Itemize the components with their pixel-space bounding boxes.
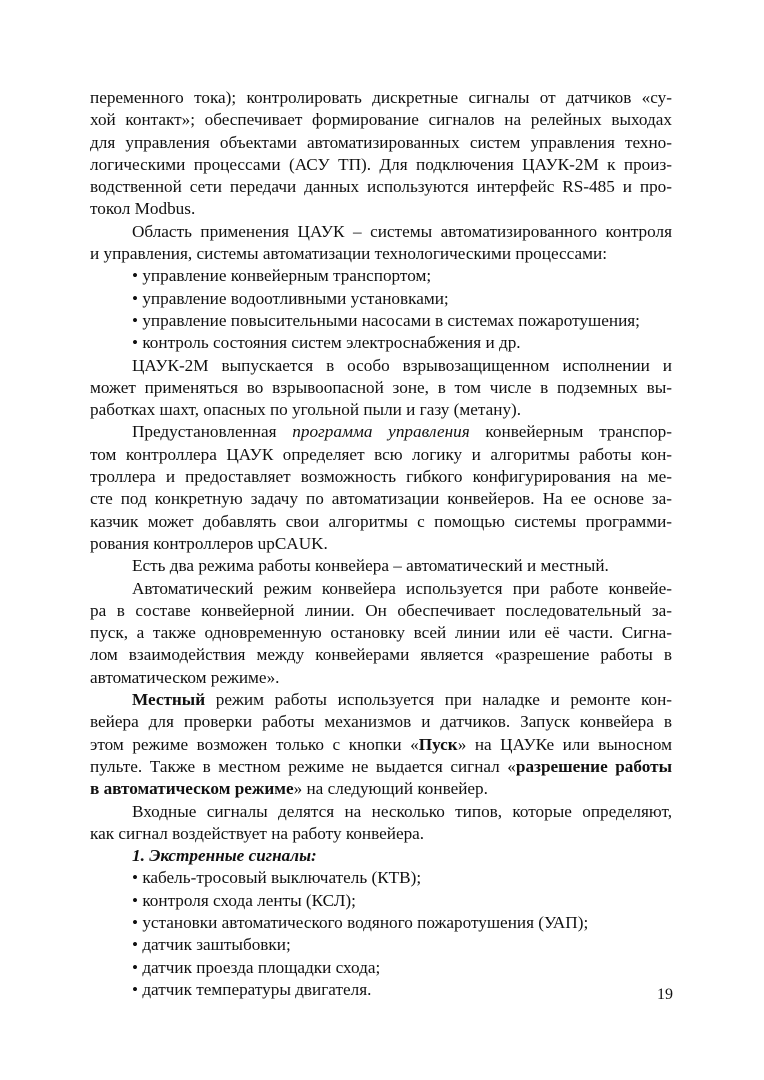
- text-line: [90, 734, 672, 756]
- text-line: хой контакт»; обеспечивает формирование сигналов на релейных выходах: [90, 110, 672, 130]
- text-line: Входные сигналы делятся на несколько типов, которые определяют,: [132, 801, 672, 821]
- application-list: [90, 265, 672, 354]
- text-line: казчик может добавлять свои алгоритмы с помощью системы программи-: [90, 511, 672, 531]
- list-item: • контроль состояния систем электроснабжения и др.: [132, 333, 521, 353]
- heading-text: 1. Экстренные сигналы:: [132, 846, 317, 866]
- paragraph-automatic-mode: [90, 578, 672, 689]
- text-line: для управления объектами автоматизированных систем управления техно-: [90, 132, 672, 152]
- text-line: ра в составе конвейерной линии. Он обеспечивает последовательный за-: [90, 600, 672, 620]
- bold-term: в автоматическом режиме: [90, 779, 294, 799]
- paragraph-explosion-proof: [90, 355, 672, 422]
- text-line: [90, 756, 672, 778]
- text-run: пульте. Также в местном режиме не выдается сигнал «: [90, 756, 516, 776]
- text-line: водственной сети передачи данных используются интерфейс RS-485 и про-: [90, 177, 672, 197]
- list-item: • датчик проезда площадки схода;: [132, 957, 381, 977]
- text-line: логическими процессами (АСУ ТП). Для подключения ЦАУК-2М к произ-: [90, 154, 672, 174]
- list-item: • управление конвейерным транспортом;: [132, 266, 432, 286]
- text-line: токол Modbus.: [90, 199, 196, 219]
- bold-term: Местный: [132, 690, 206, 710]
- text-line: рования контроллеров upCAUK.: [90, 533, 328, 553]
- paragraph-local-mode: [90, 689, 672, 800]
- text-line: Автоматический режим конвейера используется при работе конвейе-: [132, 578, 672, 598]
- text-run: этом режиме возможен только с кнопки «: [90, 734, 419, 754]
- text-line: Есть два режима работы конвейера – автоматический и местный.: [132, 556, 609, 576]
- text-line: ЦАУК-2М выпускается в особо взрывозащищенном исполнении и: [132, 355, 672, 375]
- list-item: • кабель-тросовый выключатель (КТВ);: [132, 868, 422, 888]
- list-item: • управление повысительными насосами в системах пожаротушения;: [132, 310, 640, 330]
- text-run: режим работы используется при наладке и ремонте кон-: [205, 690, 672, 710]
- list-item: • датчик заштыбовки;: [132, 935, 291, 955]
- text-line: Область применения ЦАУК – системы автоматизированного контроля: [132, 221, 672, 241]
- paragraph-two-modes: [90, 555, 672, 577]
- bold-term: Пуск: [418, 734, 458, 754]
- italic-term: программа управления: [292, 422, 470, 442]
- text-line: автоматическом режиме».: [90, 667, 280, 687]
- text-line: переменного тока); контролировать дискретные сигналы от датчиков «су-: [90, 88, 672, 107]
- list-item: • контроля схода ленты (КСЛ);: [132, 890, 356, 910]
- body-text: [90, 87, 672, 1001]
- text-run: » на ЦАУКе или выносном: [457, 734, 672, 754]
- list-item: • установки автоматического водяного пожаротушения (УАП);: [132, 912, 589, 932]
- text-line: лом взаимодействия между конвейерами является «разрешение работы в: [90, 645, 672, 665]
- paragraph-intro-continuation: [90, 87, 672, 221]
- paragraph-input-signals: [90, 801, 672, 846]
- paragraph-control-program: [90, 421, 672, 555]
- text-line: сте под конкретную задачу по автоматизации конвейеров. На ее основе за-: [90, 489, 672, 509]
- text-line: [90, 778, 672, 800]
- section-emergency-signals: [90, 845, 672, 1001]
- text-line: том контроллера ЦАУК определяет всю логику и алгоритмы работы кон-: [90, 444, 672, 464]
- page-number: 19: [657, 986, 673, 1003]
- text-run: » на следующий конвейер.: [293, 779, 488, 799]
- text-line: работках шахт, опасных по угольной пыли и газу (метану).: [90, 400, 522, 420]
- text-line: как сигнал воздействует на работу конвейера.: [90, 823, 425, 843]
- text-line: и управления, системы автоматизации технологическими процессами:: [90, 244, 607, 264]
- list-item: • управление водоотливными установками;: [132, 288, 449, 308]
- emergency-signals-list: [90, 867, 672, 1001]
- text-line: может применяться во взрывоопасной зоне, в том числе в подземных вы-: [90, 377, 672, 397]
- text-line: пуск, а также одновременную остановку всей линии или её части. Сигна-: [90, 623, 672, 643]
- paragraph-application-area: [90, 221, 672, 266]
- text-line: вейера для проверки работы механизмов и датчиков. Запуск конвейера в: [90, 712, 672, 732]
- text-run: Предустановленная: [132, 422, 293, 442]
- bold-term: разрешение работы: [515, 756, 672, 776]
- text-line: [90, 421, 672, 443]
- section-heading: [90, 845, 672, 867]
- text-line: троллера и предоставляет возможность гибкого конфигурирования на ме-: [90, 467, 672, 487]
- list-item: • датчик температуры двигателя.: [132, 979, 372, 999]
- text-run: конвейерным транспор-: [469, 422, 672, 442]
- text-line: [90, 689, 672, 711]
